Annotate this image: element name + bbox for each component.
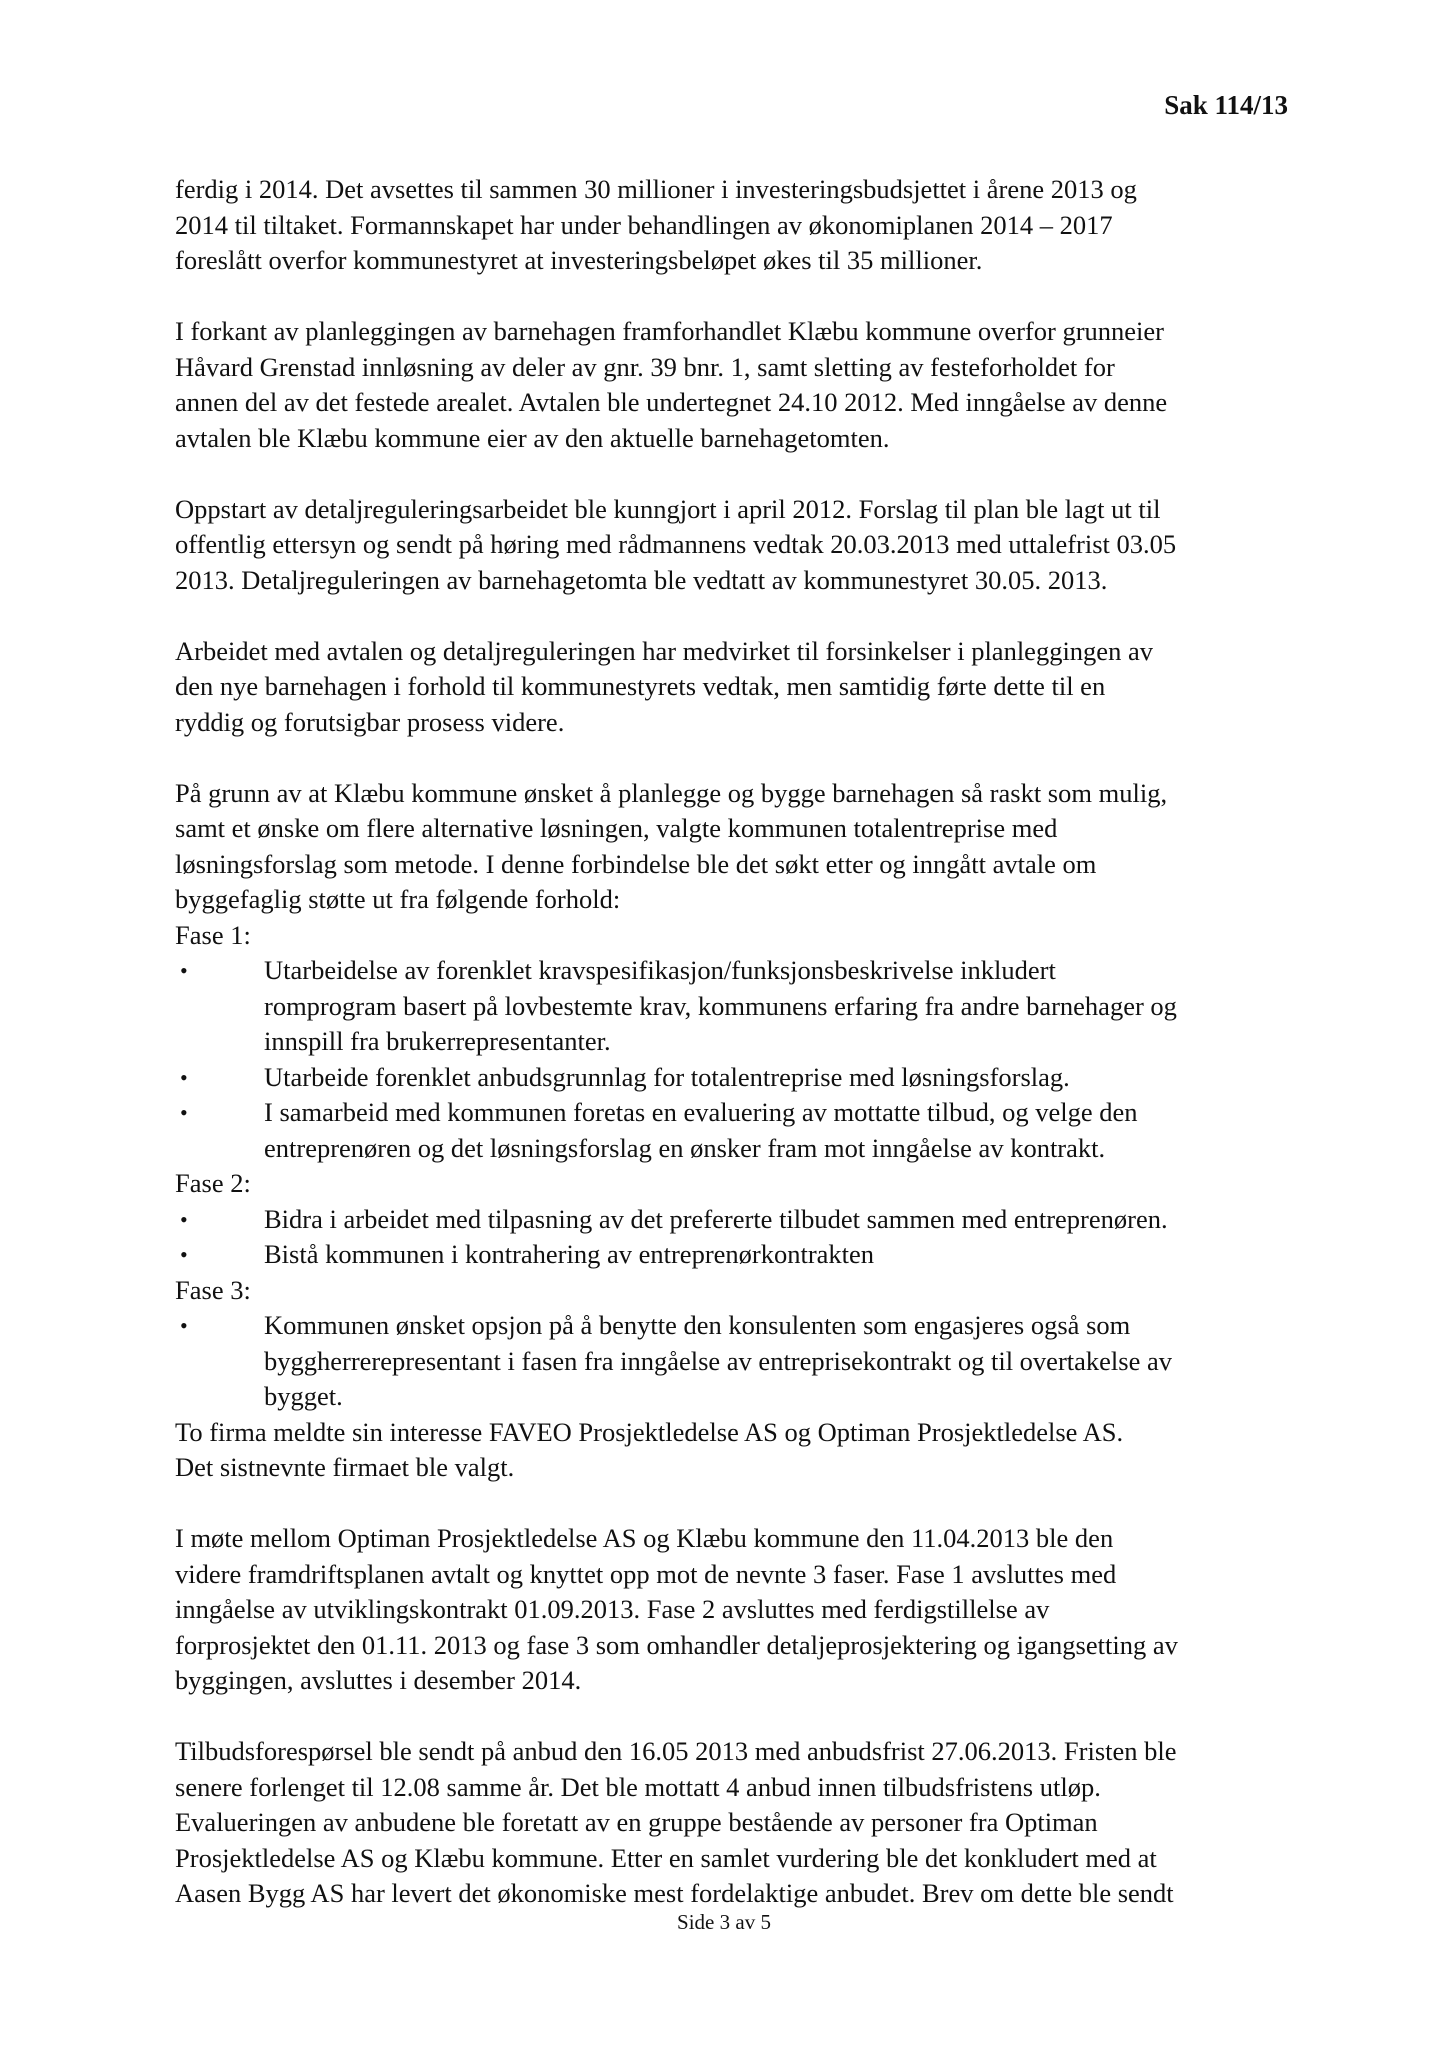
text-line: Oppstart av detaljreguleringsarbeidet ble kunngjort i april 2012. Forslag til plan ble lagt ut til — [175, 493, 1161, 524]
text-line: byggefaglig støtte ut fra følgende forhold: — [175, 884, 621, 914]
paragraph-procurement — [175, 776, 1300, 1486]
text-line: forprosjektet den 01.11. 2013 og fase 3 som omhandler detaljeprosjektering og igangsetting av — [175, 1629, 1178, 1660]
text-line: Aasen Bygg AS har levert det økonomiske mest fordelaktige anbudet. Brev om dette ble sendt — [175, 1878, 1174, 1908]
text-line: byggingen, avsluttes i desember 2014. — [175, 1665, 582, 1695]
text-line: ryddig og forutsigbar prosess videre. — [175, 706, 565, 737]
phase-label: Fase 2: — [175, 1168, 251, 1198]
text-line: videre framdriftsplanen avtalt og knyttet opp mot de nevnte 3 faser. Fase 1 avsluttes med — [175, 1558, 1117, 1589]
case-reference: Sak 114/13 — [1164, 90, 1288, 120]
text-line: Evalueringen av anbudene ble foretatt av en gruppe bestående av personer fra Optiman — [175, 1807, 1098, 1837]
text-line: bygget. — [264, 1381, 343, 1411]
phase-label: Fase 1: — [175, 919, 251, 950]
text-line: ferdig i 2014. Det avsettes til sammen 30 millioner i investeringsbudsjettet i årene 2013 og — [175, 174, 1137, 204]
text-line: innspill fra brukerrepresentanter. — [264, 1026, 611, 1056]
text-line: Arbeidet med avtalen og detaljreguleringen har medvirket til forsinkelser i planleggingen av — [175, 635, 1153, 666]
text-line: To firma meldte sin interesse FAVEO Prosjektledelse AS og Optiman Prosjektledelse AS. — [175, 1416, 1124, 1447]
paragraph-schedule — [175, 1521, 1300, 1699]
text-line: Håvard Grenstad innløsning av deler av gnr. 39 bnr. 1, samt sletting av festeforholdet for — [175, 351, 1115, 382]
bullet-icon: • — [180, 1242, 188, 1267]
bullet-icon: • — [180, 958, 188, 983]
page-number-footer: Side 3 av 5 — [677, 1910, 771, 1934]
text-line: I forkant av planleggingen av barnehagen framforhandlet Klæbu kommune overfor grunneier — [175, 316, 1164, 346]
text-line: Utarbeide forenklet anbudsgrunnlag for totalentreprise med løsningsforslag. — [264, 1061, 1070, 1092]
text-line: I samarbeid med kommunen foretas en evaluering av mottatte tilbud, og velge den — [264, 1097, 1138, 1127]
paragraph-budget — [175, 172, 1300, 279]
text-line: den nye barnehagen i forhold til kommunestyrets vedtak, men samtidig førte dette til en — [175, 671, 1106, 701]
text-line: foreslått overfor kommunestyret at investeringsbeløpet økes til 35 millioner. — [175, 245, 983, 275]
text-line: Utarbeidelse av forenklet kravspesifikasjon/funksjonsbeskrivelse inkludert — [264, 955, 1056, 985]
phase-label: Fase 3: — [175, 1274, 251, 1305]
text-line: avtalen ble Klæbu kommune eier av den aktuelle barnehagetomten. — [175, 422, 890, 453]
bullet-item — [175, 1202, 1300, 1238]
text-line: Bistå kommunen i kontrahering av entreprenørkontrakten — [264, 1239, 875, 1269]
text-line: Tilbudsforespørsel ble sendt på anbud den 16.05 2013 med anbudsfrist 27.06.2013. Fristen ble — [175, 1736, 1177, 1766]
text-line: I møte mellom Optiman Prosjektledelse AS og Klæbu kommune den 11.04.2013 ble den — [175, 1523, 1114, 1553]
text-line: senere forlenget til 12.08 samme år. Det ble mottatt 4 anbud innen tilbudsfristens utløp. — [175, 1771, 1101, 1802]
bullet-icon: • — [180, 1313, 188, 1338]
text-line: Kommunen ønsket opsjon på å benytte den konsulenten som engasjeres også som — [264, 1310, 1131, 1340]
paragraph-land-agreement — [175, 314, 1300, 456]
bullet-item — [175, 1095, 1300, 1166]
text-line: Bidra i arbeidet med tilpasning av det prefererte tilbudet sammen med entreprenøren. — [264, 1203, 1168, 1234]
bullet-item — [175, 953, 1300, 1060]
text-line: inngåelse av utviklingskontrakt 01.09.2013. Fase 2 avsluttes med ferdigstillelse av — [175, 1594, 1050, 1624]
text-line: Prosjektledelse AS og Klæbu kommune. Etter en samlet vurdering ble det konkludert med at — [175, 1842, 1157, 1873]
text-line: byggherrerepresentant i fasen fra inngåelse av entreprisekontrakt og til overtakelse av — [264, 1345, 1172, 1376]
bullet-icon: • — [180, 1206, 188, 1232]
text-line: Det sistnevnte firmaet ble valgt. — [175, 1452, 515, 1482]
text-line: På grunn av at Klæbu kommune ønsket å planlegge og bygge barnehagen så raskt som mulig, — [175, 777, 1168, 808]
text-line: romprogram basert på lovbestemte krav, kommunens erfaring fra andre barnehager og — [264, 990, 1177, 1021]
paragraph-zoning — [175, 492, 1300, 599]
text-line: entreprenøren og det løsningsforslag en ønsker fram mot inngåelse av kontrakt. — [264, 1132, 1106, 1163]
text-line: offentlig ettersyn og sendt på høring med rådmannens vedtak 20.03.2013 med uttalefrist 03.05 — [175, 529, 1177, 559]
text-line: samt et ønske om flere alternative løsningen, valgte kommunen totalentreprise med — [175, 813, 1058, 843]
text-line: annen del av det festede arealet. Avtalen ble undertegnet 24.10 2012. Med inngåelse av denne — [175, 387, 1168, 417]
bullet-icon: • — [180, 1100, 188, 1125]
bullet-item — [175, 1060, 1300, 1096]
document-body — [175, 172, 1300, 1912]
text-line: løsningsforslag som metode. I denne forbindelse ble det søkt etter og inngått avtale om — [175, 848, 1097, 879]
text-line: 2014 til tiltaket. Formannskapet har under behandlingen av økonomiplanen 2014 – 2017 — [175, 209, 1113, 240]
paragraph-tender — [175, 1734, 1300, 1912]
bullet-item — [175, 1308, 1300, 1415]
bullet-item — [175, 1237, 1300, 1273]
bullet-icon: • — [180, 1064, 188, 1090]
paragraph-delays — [175, 634, 1300, 741]
text-line: 2013. Detaljreguleringen av barnehagetomta ble vedtatt av kommunestyret 30.05. 2013. — [175, 564, 1108, 595]
